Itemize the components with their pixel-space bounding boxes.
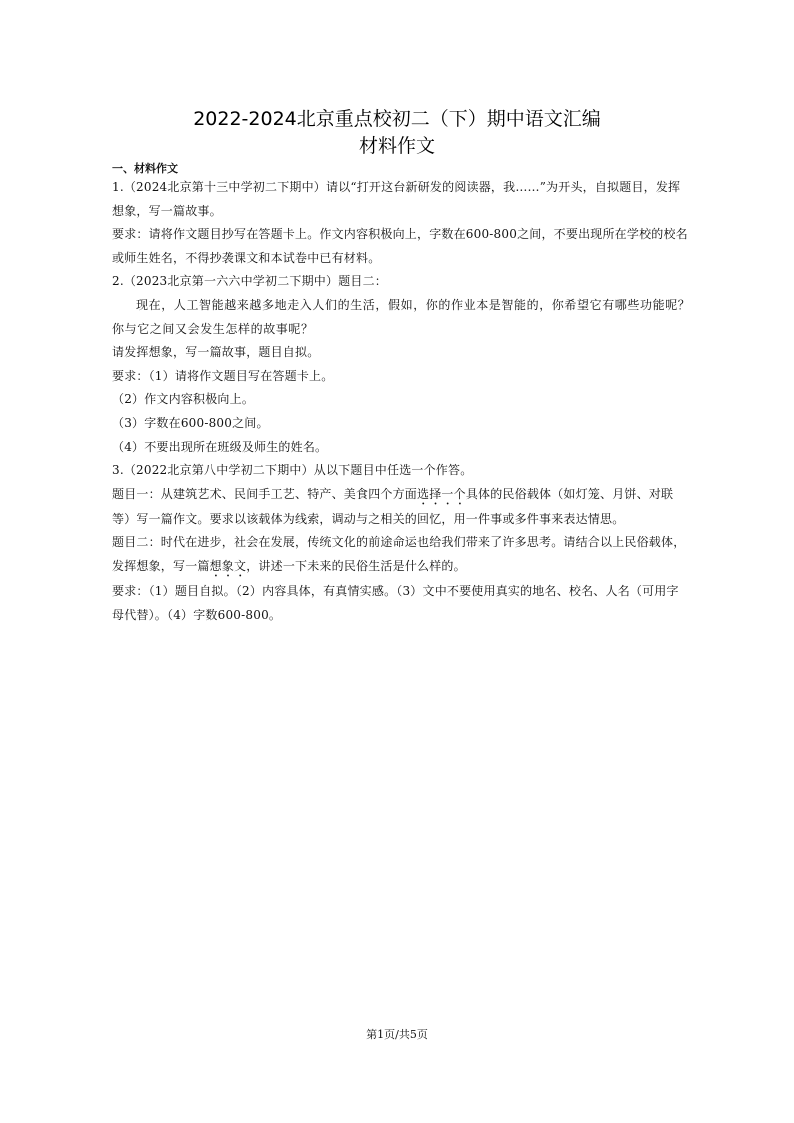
q3-prompt-line-1: 3.（2022北京第八中学初二下期中）从以下题目中任选一个作答。	[112, 463, 473, 478]
page-title: 2022-2024北京重点校初二（下）期中语文汇编	[193, 108, 601, 130]
q1-prompt-line-1: 1.（2024北京第十三中学初二下期中）请以“打开这台新研发的阅读器，我……”为开头，自拟题目，发挥	[112, 180, 681, 194]
q2-material-line-2: 你与它之间又会发生怎样的故事呢？	[112, 321, 314, 336]
q3-topic2-line-1: 题目二：时代在进步，社会在发展，传统文化的前途命运也给我们带来了许多思考。请结合以上民俗载体，	[112, 535, 686, 550]
q1-requirement-line-1: 要求：请将作文题目抄写在答题卡上。作文内容积极向上，字数在600-800之间，不要出现所在学校的校名	[112, 227, 688, 242]
question-list	[112, 176, 691, 627]
q2-task: 请发挥想象，写一篇故事，题目自拟。	[112, 345, 320, 360]
q2-requirement-4: （4）不要出现所在班级及师生的姓名。	[112, 439, 328, 454]
q3-topic2-text-b: ，讲述一下未来的民俗生活是什么样的。	[246, 558, 466, 573]
q1-requirement-line-2: 或师生姓名，不得抄袭课文和本试卷中已有材料。	[112, 250, 381, 265]
q2-requirement-1: 要求：（1）请将作文题目写在答题卡上。	[112, 368, 334, 383]
q3-topic1-line-2: 等）写一篇作文。要求以该载体为线索，调动与之相关的回忆，用一件事或多件事来表达情思。	[112, 511, 625, 526]
q2-requirement-2: （2）作文内容积极向上。	[112, 392, 255, 407]
page-subtitle: 材料作文	[358, 135, 435, 157]
q3-topic1-emphasis: 选择一个	[417, 486, 466, 501]
q3-requirement-line-1: 要求：（1）题目自拟。（2）内容具体，有真情实感。（3）文中不要使用真实的地名、校名、人名（可用字	[112, 583, 679, 598]
q2-material-line-1: 现在，人工智能越来越多地走入人们的生活，假如，你的作业本是智能的，你希望它有哪些功能呢？	[136, 297, 691, 312]
q3-topic2-text-a: 发挥想象，写一篇	[112, 558, 210, 573]
page-number: 第1页/共5页	[366, 1028, 428, 1041]
q1-prompt-line-2: 想象，写一篇故事。	[112, 203, 222, 218]
q3-topic1-line-1	[112, 483, 686, 508]
q3-topic2-emphasis: 想象文	[209, 558, 247, 573]
q3-topic2-line-2	[112, 555, 686, 580]
q2-prompt-line-1: 2.（2023北京第一六六中学初二下期中）题目二：	[112, 274, 387, 289]
q2-requirement-3: （3）字数在600-800之间。	[112, 415, 269, 430]
q3-topic1-text-a: 题目一：从建筑艺术、民间手工艺、特产、美食四个方面	[112, 486, 418, 501]
section-heading: 一、材料作文	[112, 162, 178, 175]
q3-topic1-text-b: 具体的民俗载体（如灯笼、月饼、对联	[465, 486, 674, 501]
q3-requirement-line-2: 母代替）。（4）字数600-800。	[112, 607, 282, 622]
